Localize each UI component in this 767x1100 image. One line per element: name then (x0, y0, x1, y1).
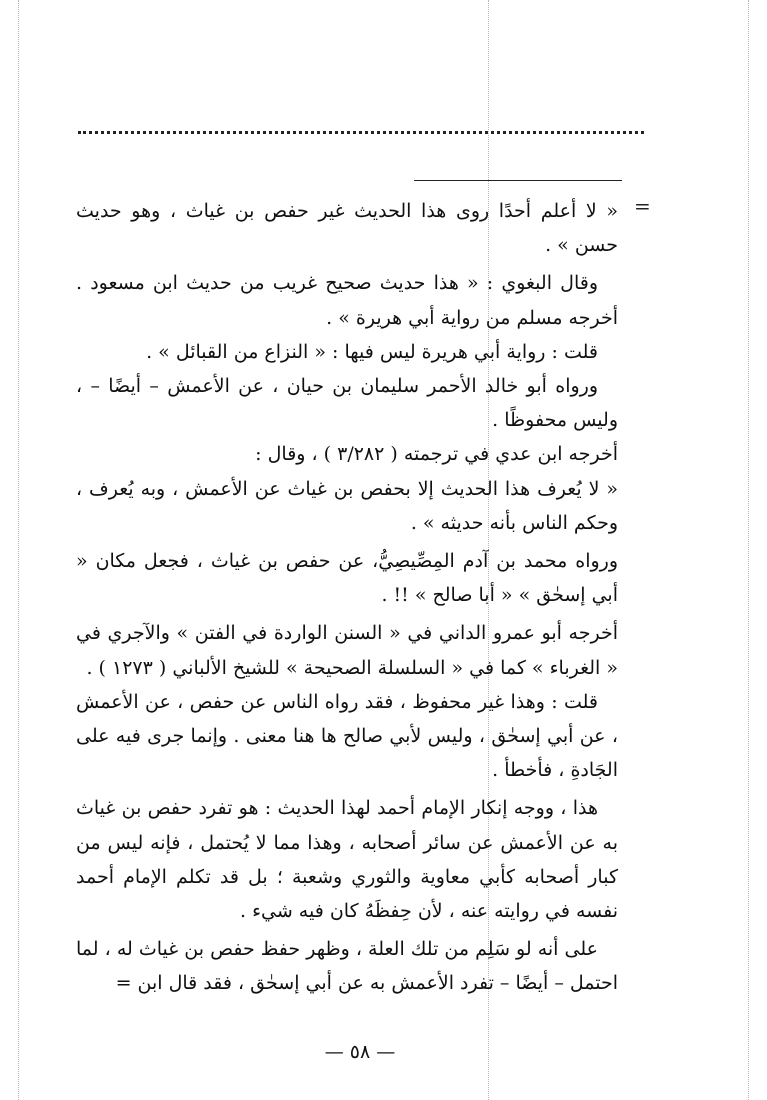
continuation-mark: = (634, 194, 651, 218)
body-text (76, 194, 618, 1001)
paragraph: أخرجه أبو عمرو الداني في « السنن الواردة في الفتن » والآجري في « الغرباء » كما في « السلسلة الصحيحة » للشيخ الألباني ( ١٢٧٣ ) . (76, 622, 618, 679)
paragraph: قلت : وهذا غير محفوظ ، فقد رواه الناس عن حفص ، عن الأعمش ، عن أبي إسحٰق ، وليس لأبي صالح ها هنا معنى . وإنما جرى فيه على الجَادةِ ، فأخطأ . (76, 690, 618, 782)
page-number: — ٥٨ — (324, 1041, 396, 1063)
paragraph: ورواه محمد بن آدم المِصِّيصِيُّ، عن حفص بن غياث ، فجعل مكان « أبي إسحٰق » « أبا صالح » !! . (76, 550, 618, 607)
footnote-rule (414, 180, 622, 181)
paragraph: هذا ، ووجه إنكار الإمام أحمد لهذا الحديث : هو تفرد حفص بن غياث به عن الأعمش عن سائر أصحابه ، وهذا مما لا يُحتمل ، فإنه ليس من كبار أصحابه كأبي معاوية والثوري وشعبة ؛ بل قد تكلم الإمام أحمد نفسه في روايته عنه ، لأن حِفظَهُ كان فيه شيء . (76, 797, 618, 923)
paragraph: ورواه أبو خالد الأحمر سليمان بن حيان ، عن الأعمش – أيضًا – ، وليس محفوظًا . (76, 375, 618, 432)
paragraph: قلت : رواية أبي هريرة ليس فيها : « النزاع من القبائل » . (146, 340, 598, 363)
guide-line (748, 0, 749, 1100)
paragraph: « لا أعلم أحدًا روى هذا الحديث غير حفص بن غياث ، وهو حديث حسن » . (76, 200, 618, 257)
paragraph: وقال البغوي : « هذا حديث صحيح غريب من حديث ابن مسعود . أخرجه مسلم من رواية أبي هريرة » . (76, 272, 618, 329)
paragraph: على أنه لو سَلِم من تلك العلة ، وظهر حفظ حفص بن غياث له ، لما احتمل – أيضًا – تفرد الأعمش به عن أبي إسحٰق ، فقد قال ابن = (76, 938, 618, 995)
dotted-separator (78, 131, 644, 134)
guide-line (18, 0, 19, 1100)
paragraph: « لا يُعرف هذا الحديث إلا بحفص بن غياث عن الأعمش ، وبه يُعرف ، وحكم الناس بأنه حديثه » . (76, 477, 618, 534)
paragraph: أخرجه ابن عدي في ترجمته ( ٣/٢٨٢ ) ، وقال : (255, 443, 618, 466)
